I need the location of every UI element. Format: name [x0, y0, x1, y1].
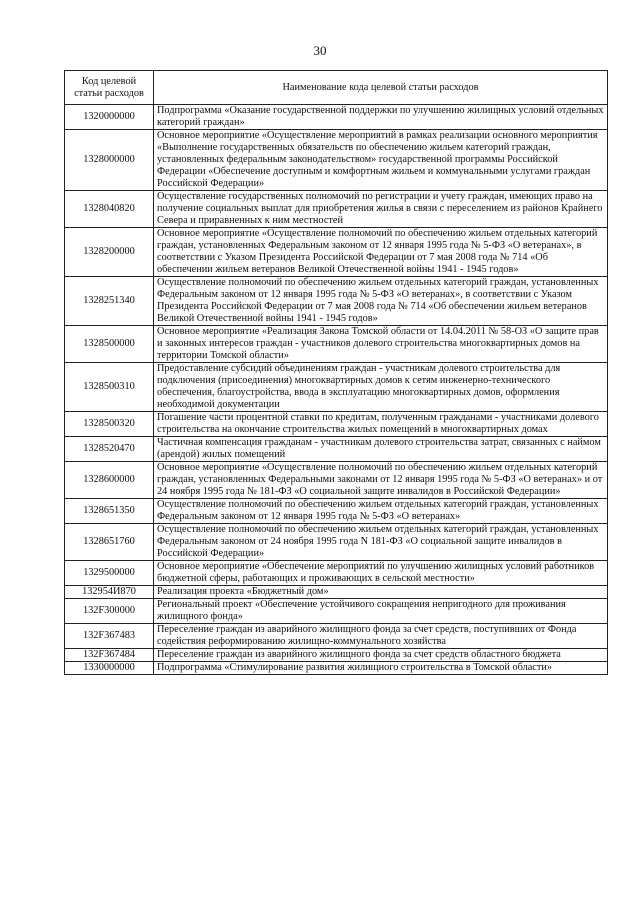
table-row [65, 524, 608, 561]
row-code: 1328500000 [65, 326, 154, 363]
row-name: Основное мероприятие «Обеспечение мероприятий по улучшению жилищных условий работников бюджетной сферы, работающих и проживающих в сельской местности» [154, 561, 608, 586]
table-row [65, 191, 608, 228]
row-name: Переселение граждан из аварийного жилищного фонда за счет средств областного бюджета [154, 649, 608, 662]
row-code: 132954И870 [65, 586, 154, 599]
row-code: 1328251340 [65, 277, 154, 326]
row-code: 1328500320 [65, 412, 154, 437]
column-header-name: Наименование кода целевой статьи расходов [154, 71, 608, 105]
row-name: Осуществление государственных полномочий по регистрации и учету граждан, имеющих право на получение социальных выплат для приобретения жилья в связи с переселением из районов Крайнего Севера и приравненных к ним местностей [154, 191, 608, 228]
table-row [65, 561, 608, 586]
row-name: Основное мероприятие «Осуществление полномочий по обеспечению жильем отдельных категорий граждан, установленных Федеральным законом от 12 января 1995 года № 5-ФЗ «О ветеранах», в соответствии с Указом Президента Российской Федерации от 7 мая 2008 года № 714 «Об обеспечении жильем ветеранов Великой Отечественной войны 1941 - 1945 годов» [154, 228, 608, 277]
table-row [65, 105, 608, 130]
row-name: Основное мероприятие «Реализация Закона Томской области от 14.04.2011 № 58-ОЗ «О защите прав и законных интересов граждан - участников долевого строительства многоквартирных домов на территории Томской области» [154, 326, 608, 363]
table-row [65, 437, 608, 462]
row-code: 1328000000 [65, 130, 154, 191]
table-row [65, 363, 608, 412]
table-row [65, 662, 608, 675]
row-name: Подпрограмма «Стимулирование развития жилищного строительства в Томской области» [154, 662, 608, 675]
row-code: 132F367483 [65, 624, 154, 649]
row-code: 132F300000 [65, 599, 154, 624]
budget-codes-table [64, 70, 608, 675]
row-code: 1320000000 [65, 105, 154, 130]
column-header-code: Код целевой статьи расходов [65, 71, 154, 105]
table-row [65, 130, 608, 191]
row-code: 1328200000 [65, 228, 154, 277]
row-name: Основное мероприятие «Осуществление полномочий по обеспечению жильем отдельных категорий граждан, установленных Федеральными законами от 12 января 1995 года № 5-ФЗ «О ветеранах» и от 24 ноября 1995 года № 181-ФЗ «О социальной защите инвалидов в Российской Федерации» [154, 462, 608, 499]
row-code: 1329500000 [65, 561, 154, 586]
table-row [65, 326, 608, 363]
table-row [65, 277, 608, 326]
row-code: 1328651350 [65, 499, 154, 524]
row-code: 1328520470 [65, 437, 154, 462]
row-name: Осуществление полномочий по обеспечению жильем отдельных категорий граждан, установленных Федеральным законом от 12 января 1995 года № 5-ФЗ «О ветеранах», в соответствии с Указом Президента Российской Федерации от 7 мая 2008 года № 714 «Об обеспечении жильем ветеранов Великой Отечественной войны 1941 - 1945 годов» [154, 277, 608, 326]
row-name: Частичная компенсация гражданам - участникам долевого строительства затрат, связанных с наймом (арендой) жилых помещений [154, 437, 608, 462]
row-name: Переселение граждан из аварийного жилищного фонда за счет средств, поступивших от Фонда содействия реформированию жилищно-коммунального хозяйства [154, 624, 608, 649]
table-row [65, 599, 608, 624]
table-row [65, 228, 608, 277]
row-code: 1328500310 [65, 363, 154, 412]
row-code: 1328600000 [65, 462, 154, 499]
row-name: Осуществление полномочий по обеспечению жильем отдельных категорий граждан, установленных Федеральным законом от 24 ноября 1995 года N 181-ФЗ «О социальной защите инвалидов в Российской Федерации» [154, 524, 608, 561]
row-code: 132F367484 [65, 649, 154, 662]
table-row [65, 462, 608, 499]
table-row [65, 586, 608, 599]
table-row [65, 649, 608, 662]
row-name: Погашение части процентной ставки по кредитам, полученным гражданами - участниками долевого строительства на окончание строительства жилых помещений в многоквартирных домах [154, 412, 608, 437]
table-header-row [65, 71, 608, 105]
table-row [65, 499, 608, 524]
row-code: 1328040820 [65, 191, 154, 228]
row-code: 1328651760 [65, 524, 154, 561]
row-code: 1330000000 [65, 662, 154, 675]
page-number: 30 [313, 43, 327, 58]
row-name: Основное мероприятие «Осуществление мероприятий в рамках реализации основного мероприятия «Выполнение государственных обязательств по обеспечению жильем категорий граждан, установленных федеральным законодательством» государственной программы Российской Федерации «Обеспечение доступным и комфортным жильем и коммунальными услугами граждан Российской Федерации» [154, 130, 608, 191]
table-row [65, 412, 608, 437]
row-name: Региональный проект «Обеспечение устойчивого сокращения непригодного для проживания жилищного фонда» [154, 599, 608, 624]
row-name: Реализация проекта «Бюджетный дом» [154, 586, 608, 599]
row-name: Подпрограмма «Оказание государственной поддержки по улучшению жилищных условий отдельных категорий граждан» [154, 105, 608, 130]
row-name: Предоставление субсидий объединениям граждан - участникам долевого строительства для подключения (присоединения) многоквартирных домов к сетям инженерно-технического обеспечения, благоустройства, ввода в эксплуатацию многоквартирных домов, оформления необходимой документации [154, 363, 608, 412]
table-row [65, 624, 608, 649]
row-name: Осуществление полномочий по обеспечению жильем отдельных категорий граждан, установленных Федеральным законом от 12 января 1995 года № 5-ФЗ «О ветеранах» [154, 499, 608, 524]
